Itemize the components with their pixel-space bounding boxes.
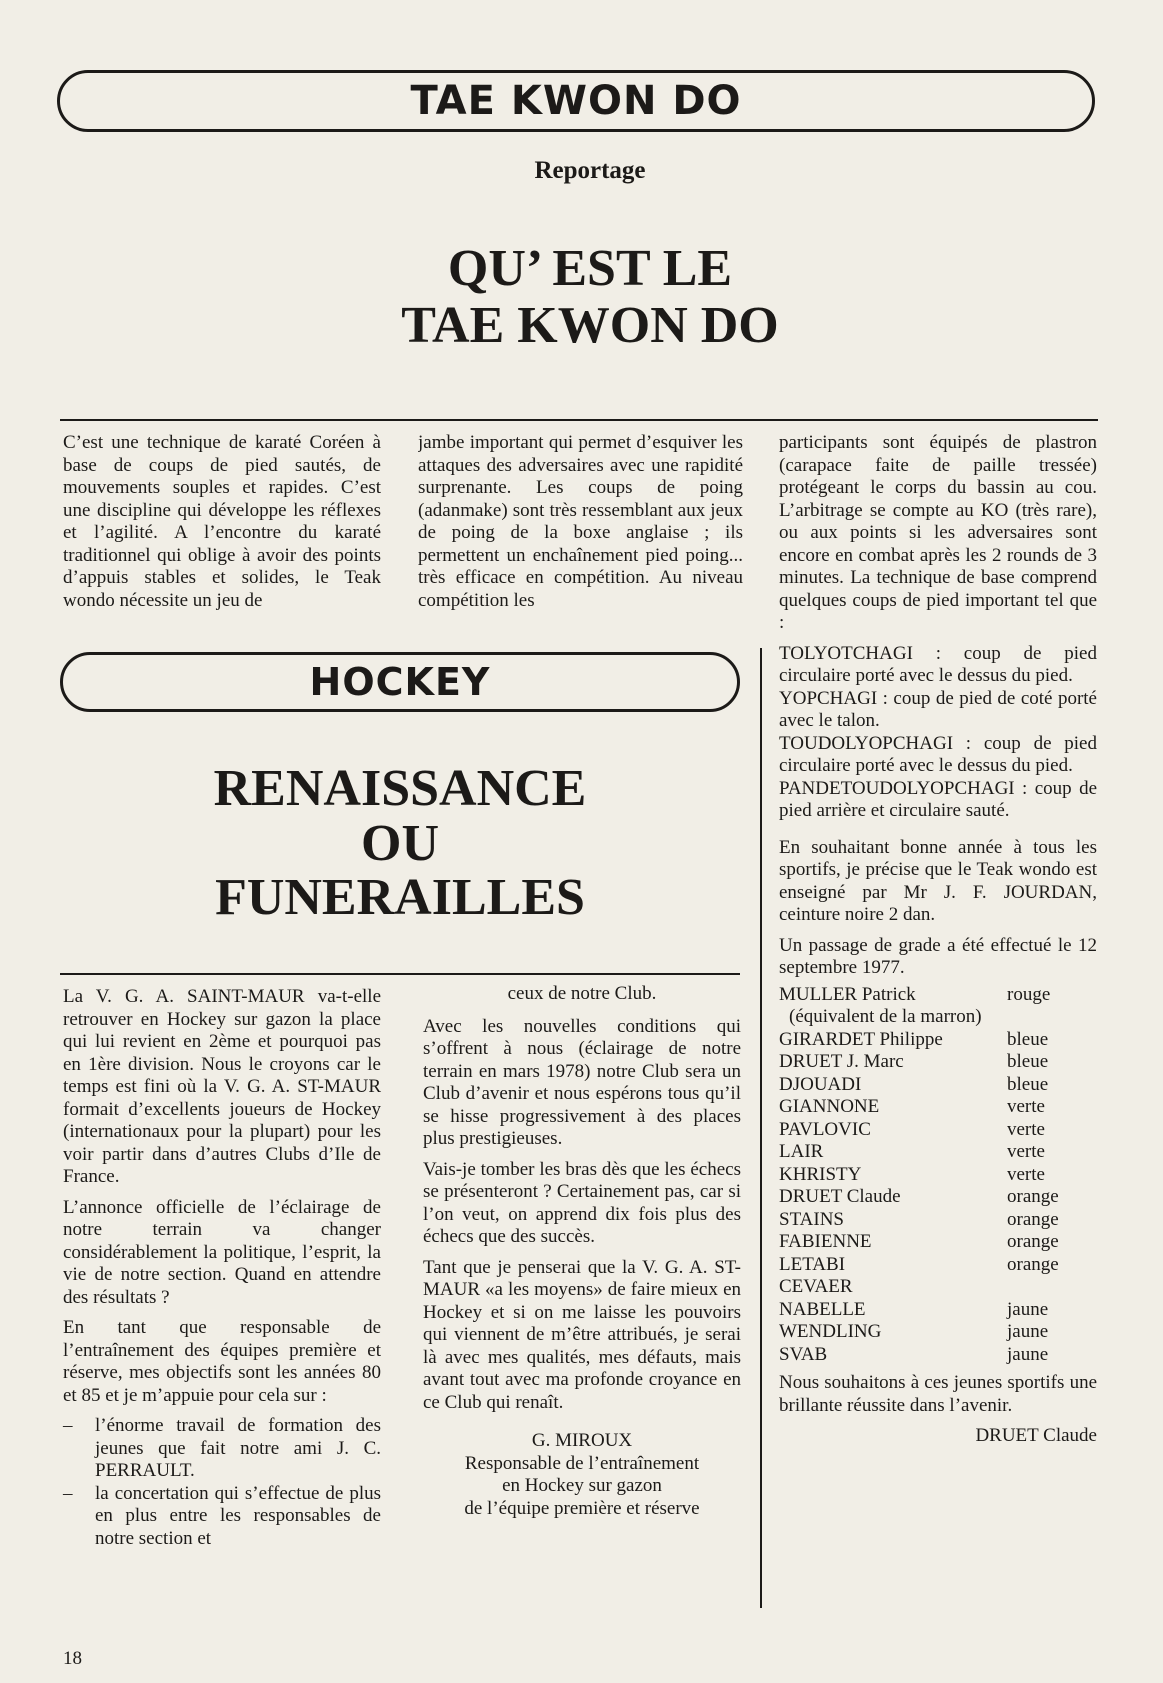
grade-belt: bleue bbox=[1007, 1051, 1049, 1072]
grade-name: STAINS bbox=[779, 1208, 844, 1230]
grade-belt: jaune bbox=[1007, 1343, 1049, 1365]
grade-row bbox=[779, 1119, 1097, 1142]
grade-name: CEVAER bbox=[779, 1276, 853, 1297]
grade-row bbox=[779, 984, 1097, 1007]
tae-kwon-do-column-1 bbox=[63, 432, 381, 632]
grade-belt: orange bbox=[1007, 1231, 1059, 1252]
grade-name: NABELLE bbox=[779, 1298, 866, 1320]
grade-name: DRUET J. Marc bbox=[779, 1051, 904, 1072]
tae-kwon-do-col2-text: jambe important qui permet d’esquiver les attaques des adversaires avec une rapidité surprenante. Les coups de poing (adanmake) sont très ressemblant aux jeux de poing de la boxe anglaise ; ils permettent un enchaînement pied poing... très efficace en compétition. Au niveau compétition les bbox=[418, 432, 743, 611]
grade-belt bbox=[1007, 1276, 1097, 1299]
grade-belt: verte bbox=[1007, 1118, 1045, 1140]
hockey-headline bbox=[160, 762, 640, 926]
hockey-banner bbox=[60, 652, 740, 712]
grade-belt: jaune bbox=[1007, 1321, 1049, 1342]
column-rule bbox=[760, 648, 762, 1608]
grade-row bbox=[779, 1299, 1097, 1322]
grade-name: PAVLOVIC bbox=[779, 1118, 871, 1140]
grade-name: WENDLING bbox=[779, 1321, 882, 1342]
bullet-text: la concertation qui s’effectue de plus en plus entre les responsables de notre section et bbox=[95, 1482, 381, 1549]
hockey-column-1 bbox=[63, 986, 381, 1550]
grade-name: LETABI bbox=[779, 1253, 846, 1275]
grade-row bbox=[779, 1254, 1097, 1277]
bullet-text: l’énorme travail de formation des jeunes que fait notre ami J. C. PERRAULT. bbox=[95, 1415, 381, 1481]
grade-row bbox=[779, 1276, 1097, 1299]
grade-belt bbox=[1007, 1006, 1097, 1029]
grade-row bbox=[779, 1096, 1097, 1119]
hockey-col2-para3: Tant que je penserai que la V. G. A. ST-MAUR «a les moyens» de faire mieux en Hockey et si on me laisse les pouvoirs qui viennent de m’être attribués, je serai là avec mes qualités, mes défauts, mais avant tout avec ma profonde croyance en ce Club qui renaît. bbox=[423, 1256, 741, 1413]
grade-row bbox=[779, 1006, 1097, 1029]
tae-kwon-do-signature: DRUET Claude bbox=[975, 1425, 1097, 1446]
grade-row bbox=[779, 1074, 1097, 1097]
hockey-col1-para2: L’annonce officielle de l’éclairage de notre terrain va changer considérablement la politique, l’esprit, la vie de notre section. Quand en attendre des résultats ? bbox=[63, 1196, 381, 1308]
tae-kwon-do-banner bbox=[57, 70, 1095, 132]
grade-row bbox=[779, 1051, 1097, 1074]
grade-belt: verte bbox=[1007, 1163, 1045, 1185]
tae-kwon-do-col1-text: C’est une technique de karaté Coréen à base de coups de pied sautés, de mouvements souples et rapides. C’est une discipline qui développe les réflexes et l’agilité. A l’encontre du karaté traditionnel qui oblige à avoir des points d’appuis stables et solides, le Teak wondo nécessite un jeu de bbox=[63, 432, 381, 611]
hockey-signature bbox=[423, 1430, 741, 1520]
grade-name: GIANNONE bbox=[779, 1096, 880, 1117]
section-divider bbox=[60, 419, 1098, 421]
headline-line-2: TAE KWON DO bbox=[401, 297, 779, 355]
signature-name: G. MIROUX bbox=[531, 1430, 633, 1451]
grade-name: FABIENNE bbox=[779, 1231, 872, 1252]
grade-name: GIRARDET Philippe bbox=[779, 1028, 943, 1050]
reportage-kicker: Reportage bbox=[534, 157, 646, 184]
grade-belt: bleue bbox=[1007, 1028, 1049, 1050]
grade-belt: rouge bbox=[1007, 983, 1051, 1005]
tae-kwon-do-col3-intro: participants sont équipés de plastron (carapace faite de paille tressée) protégeant le corps du bassin au cou. L’arbitrage se compte au KO (très rare), ou aux points si les adversaires sont encore en combat après les 2 rounds de 3 minutes. La technique de base comprend quelques coups de pied important tel que : bbox=[779, 432, 1097, 633]
grade-row bbox=[779, 1186, 1097, 1209]
signature-role: de l’équipe première et réserve bbox=[464, 1497, 700, 1519]
grade-name: LAIR bbox=[779, 1141, 824, 1162]
grade-belt: orange bbox=[1007, 1253, 1059, 1275]
grade-belt: jaune bbox=[1007, 1298, 1049, 1320]
technique-item: TOLYOTCHAGI : coup de pied circulaire porté avec le dessus du pied. bbox=[779, 642, 1097, 686]
hockey-banner-text: HOCKEY bbox=[309, 660, 491, 704]
grade-name: DRUET Claude bbox=[779, 1186, 901, 1207]
grade-row bbox=[779, 1344, 1097, 1367]
headline-line-1: QU’ EST LE bbox=[447, 240, 733, 297]
grade-row bbox=[779, 1029, 1097, 1052]
headline-line-3: FUNERAILLES bbox=[215, 869, 585, 927]
bullet-item: – l’énorme travail de formation des jeunes que fait notre ami J. C. PERRAULT. bbox=[63, 1415, 381, 1481]
hockey-col1-para1: La V. G. A. SAINT-MAUR va-t-elle retrouver en Hockey sur gazon la place qui lui revient en 2ème et pourquoi pas en 1ère division. Nous le croyons car le temps est fini où la V. G. A. ST-MAUR formait d’excellents joueurs de Hockey (internationaux pour la plupart) pour les voir partir dans d’autres Clubs d’Ile de France. bbox=[63, 986, 381, 1187]
grade-name: DJOUADI bbox=[779, 1073, 862, 1095]
hockey-col2-para1: Avec les nouvelles conditions qui s’offrent à nous (éclairage de notre terrain en mars 1978) notre Club sera un Club d’avenir et nous espérons tous qu’il se hisse progressivement à des places plus prestigieuses. bbox=[423, 1015, 741, 1149]
grade-list bbox=[779, 984, 1097, 1367]
grade-row bbox=[779, 1141, 1097, 1164]
grade-name: KHRISTY bbox=[779, 1163, 862, 1185]
tae-kwon-do-column-2 bbox=[418, 432, 743, 632]
tae-kwon-do-para2: En souhaitant bonne année à tous les sportifs, je précise que le Teak wondo est enseigné par Mr J. F. JOURDAN, ceinture noire 2 dan. bbox=[779, 836, 1097, 925]
grade-row bbox=[779, 1209, 1097, 1232]
grade-belt: verte bbox=[1007, 1096, 1045, 1117]
tae-kwon-do-closing: Nous souhaitons à ces jeunes sportifs une brillante réussite dans l’avenir. bbox=[779, 1372, 1097, 1416]
grade-name: MULLER Patrick bbox=[779, 983, 916, 1005]
grade-belt: orange bbox=[1007, 1208, 1059, 1230]
signature-role: Responsable de l’entraînement bbox=[464, 1452, 700, 1474]
hockey-column-2 bbox=[423, 983, 741, 1520]
signature-role: en Hockey sur gazon bbox=[502, 1475, 662, 1496]
hockey-col2-para2: Vais-je tomber les bras dès que les échecs se présenteront ? Certainement pas, car si l’on veut, on apprend dix fois plus des échecs que des succès. bbox=[423, 1158, 741, 1247]
grade-row bbox=[779, 1231, 1097, 1254]
headline-line-2: OU bbox=[361, 814, 439, 872]
hockey-col1-para3: En tant que responsable de l’entraînement des équipes première et réserve, mes objectifs sont les années 80 et 85 et je m’appuie pour cela sur : bbox=[63, 1317, 381, 1406]
headline-line-1: RENAISSANCE bbox=[213, 760, 587, 817]
bullet-item: – la concertation qui s’effectue de plus en plus entre les responsables de notre section et bbox=[63, 1482, 381, 1549]
tae-kwon-do-banner-text: TAE KWON DO bbox=[410, 78, 742, 124]
technique-item: YOPCHAGI : coup de pied de coté porté avec le talon. bbox=[779, 687, 1097, 731]
grade-name: SVAB bbox=[779, 1343, 828, 1365]
tae-kwon-do-column-3 bbox=[779, 432, 1097, 1456]
grade-belt: verte bbox=[1007, 1141, 1045, 1162]
technique-item: PANDETOUDOLYOPCHAGI : coup de pied arrière et circulaire sauté. bbox=[779, 777, 1097, 821]
grade-name: (équivalent de la marron) bbox=[789, 1006, 982, 1027]
grade-belt: bleue bbox=[1007, 1073, 1049, 1095]
hockey-divider bbox=[60, 973, 740, 975]
grade-row bbox=[779, 1321, 1097, 1344]
page-number: 18 bbox=[63, 1648, 82, 1669]
grade-belt: orange bbox=[1007, 1186, 1059, 1207]
tae-kwon-do-headline bbox=[330, 240, 850, 354]
grade-row bbox=[779, 1164, 1097, 1187]
tae-kwon-do-para3: Un passage de grade a été effectué le 12 septembre 1977. bbox=[779, 934, 1097, 978]
hockey-col2-continuation: ceux de notre Club. bbox=[507, 983, 657, 1004]
technique-item: TOUDOLYOPCHAGI : coup de pied circulaire porté avec le dessus du pied. bbox=[779, 732, 1097, 776]
